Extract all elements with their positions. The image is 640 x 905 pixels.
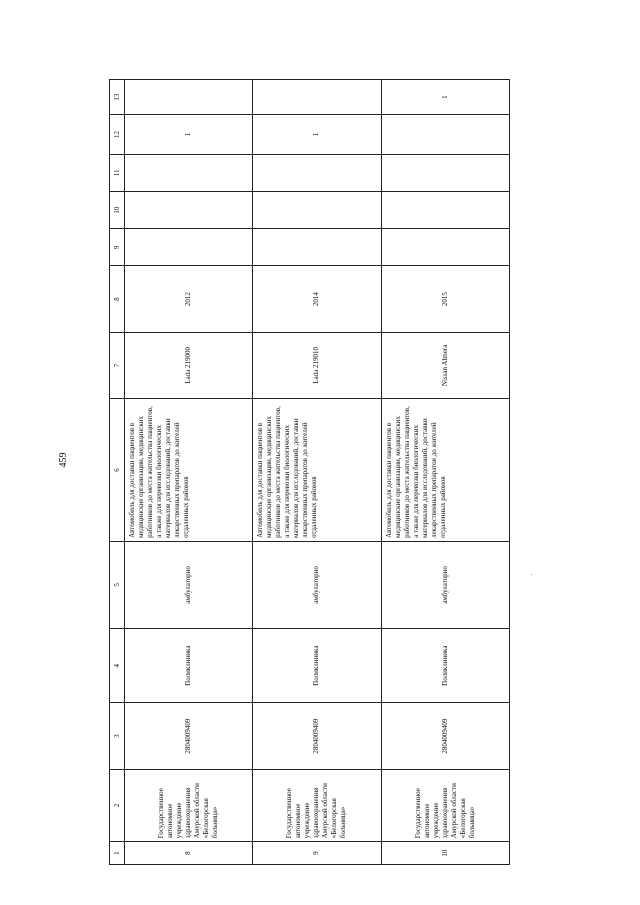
rotated-table-sheet [109, 79, 510, 865]
vehicle-model: Lada 219010 [253, 332, 381, 398]
cell-9 [253, 229, 381, 266]
row-number: 8 [125, 842, 253, 865]
cell-11 [125, 154, 253, 191]
header-cell-8: 8 [110, 266, 125, 332]
header-cell-2: 2 [110, 769, 125, 841]
organization-name: Государственное автономное учреждение здравоохранения Амурской области «Белогорская больница» [381, 769, 509, 841]
cell-11 [381, 154, 509, 191]
vehicle-purpose: Автомобиль для доставки пациентов в медицинские организации, медицинских работников до места жительства пациентов, а также для перевозки биологических материалов для исследований, доставки лекарственных препаратов до жителей отдаленных районов [125, 399, 253, 542]
header-cell-11: 11 [110, 154, 125, 191]
header-row [110, 80, 125, 865]
scan-speck [531, 574, 532, 575]
unit-type: Поликлиника [125, 628, 253, 703]
row-number: 10 [381, 842, 509, 865]
cell-12 [381, 115, 509, 154]
organization-name: Государственное автономное учреждение здравоохранения Амурской области «Белогорская больница» [253, 769, 381, 841]
cell-13 [253, 80, 381, 115]
cell-10 [253, 191, 381, 228]
vehicle-year: 2012 [125, 266, 253, 332]
vehicle-purpose: Автомобиль для доставки пациентов в медицинские организации, медицинских работников до места жительства пациентов, а также для перевозки биологических материалов для исследований, доставки лекарственных препаратов до жителей отдаленных районов [253, 399, 381, 542]
header-cell-6: 6 [110, 399, 125, 542]
header-cell-3: 3 [110, 703, 125, 769]
care-mode: амбулаторно [381, 541, 509, 628]
vehicle-purpose: Автомобиль для доставки пациентов в медицинские организации, медицинских работников до места жительства пациентов, а также для перевозки биологических материалов для исследований, доставки лекарственных препаратов до жителей отдаленных районов [381, 399, 509, 542]
table-row [253, 80, 381, 865]
cell-12: 1 [253, 115, 381, 154]
inn-code: 2804009409 [253, 703, 381, 769]
cell-13 [125, 80, 253, 115]
table-row [381, 80, 509, 865]
inn-code: 2804009409 [381, 703, 509, 769]
header-cell-5: 5 [110, 541, 125, 628]
cell-12: 1 [125, 115, 253, 154]
unit-type: Поликлиника [381, 628, 509, 703]
header-cell-10: 10 [110, 191, 125, 228]
header-cell-4: 4 [110, 628, 125, 703]
header-cell-7: 7 [110, 332, 125, 398]
vehicle-year: 2015 [381, 266, 509, 332]
cell-10 [125, 191, 253, 228]
row-number: 9 [253, 842, 381, 865]
unit-type: Поликлиника [253, 628, 381, 703]
inn-code: 2804009409 [125, 703, 253, 769]
cell-9 [125, 229, 253, 266]
header-cell-12: 12 [110, 115, 125, 154]
vehicle-year: 2014 [253, 266, 381, 332]
header-cell-1: 1 [110, 842, 125, 865]
organization-name: Государственное автономное учреждение здравоохранения Амурской области «Белогорская больница» [125, 769, 253, 841]
header-cell-13: 13 [110, 80, 125, 115]
vehicle-model: Lada 219000 [125, 332, 253, 398]
table-row [125, 80, 253, 865]
header-cell-9: 9 [110, 229, 125, 266]
care-mode: амбулаторно [125, 541, 253, 628]
vehicle-model: Nissan Almera [381, 332, 509, 398]
cell-10 [381, 191, 509, 228]
cell-11 [253, 154, 381, 191]
page-number: 459 [58, 452, 69, 468]
cell-9 [381, 229, 509, 266]
care-mode: амбулаторно [253, 541, 381, 628]
cell-13: 1 [381, 80, 509, 115]
vehicle-table [109, 79, 510, 865]
